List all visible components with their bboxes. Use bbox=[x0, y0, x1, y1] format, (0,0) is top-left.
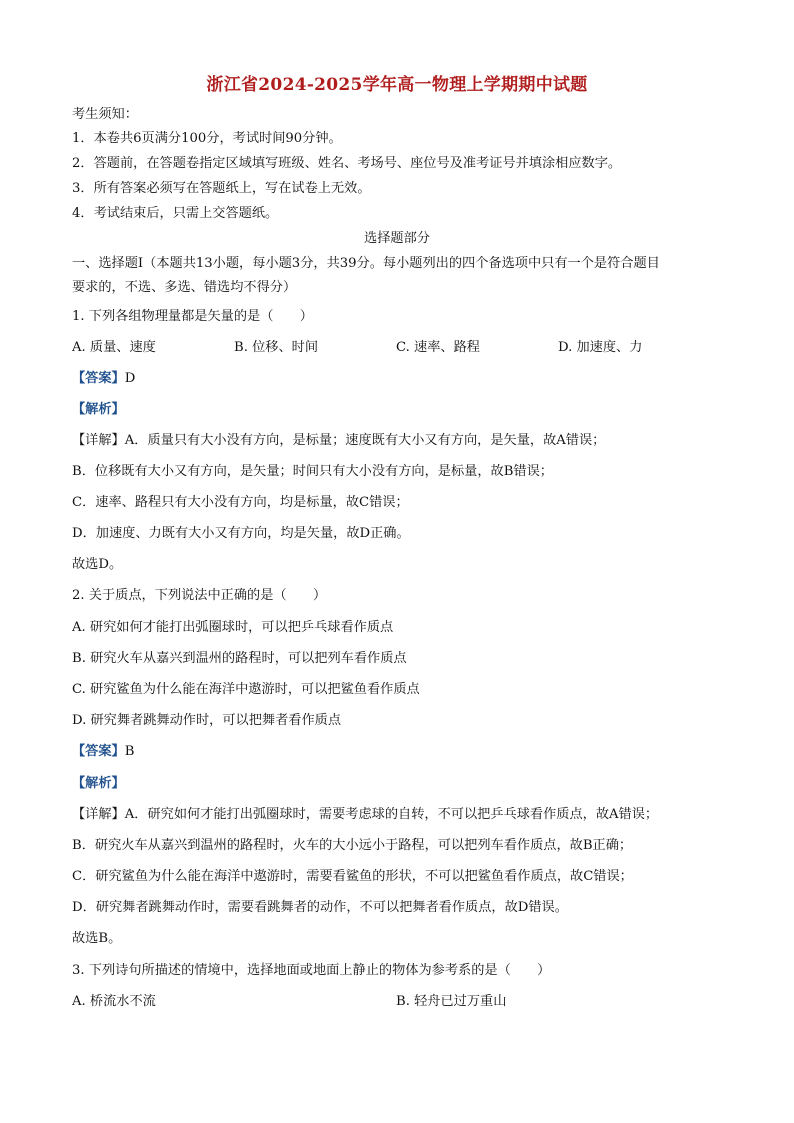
q2-stem: 2. 关于质点，下列说法中正确的是（ ） bbox=[72, 588, 327, 603]
q2-option-a: A. 研究如何才能打出弧圈球时，可以把乒乓球看作质点 bbox=[72, 620, 394, 635]
detail-label: 【详解】 bbox=[72, 807, 125, 822]
q2-detail-line: C．研究鲨鱼为什么能在海洋中遨游时，需要看鲨鱼的形状，不可以把鲨鱼看作质点，故C错误； bbox=[72, 869, 633, 884]
analysis-label: 【解析】 bbox=[72, 402, 125, 417]
q1-answer-value: D bbox=[124, 371, 136, 386]
q2-option-c: C. 研究鲨鱼为什么能在海洋中遨游时，可以把鲨鱼看作质点 bbox=[72, 682, 420, 697]
part1-instructions-line2: 要求的，不选、多选、错选均不得分） bbox=[72, 280, 297, 295]
notice-heading: 考生须知： bbox=[72, 107, 138, 122]
q1-answer bbox=[72, 370, 135, 388]
q2-option-d: D. 研究舞者跳舞动作时，可以把舞者看作质点 bbox=[72, 713, 342, 728]
notice-item: 2．答题前，在答题卷指定区域填写班级、姓名、考场号、座位号及准考证号并填涂相应数字。 bbox=[72, 156, 622, 171]
q3-option-b: B. 轻舟已过万重山 bbox=[396, 994, 507, 1009]
q1-analysis-label bbox=[72, 401, 125, 419]
q3-option-a: A. 桥流水不流 bbox=[72, 994, 156, 1009]
q2-conclusion: 故选B。 bbox=[72, 931, 122, 946]
q1-option-c: C. 速率、路程 bbox=[396, 340, 480, 355]
section-title: 选择题部分 bbox=[364, 231, 430, 246]
page-title: 浙江省2024-2025学年高一物理上学期期中试题 bbox=[206, 75, 588, 95]
q1-detail-line: D．加速度、力既有大小又有方向，均是矢量，故D正确。 bbox=[72, 526, 410, 541]
q1-detail-line: C．速率、路程只有大小没有方向，均是标量，故C错误； bbox=[72, 495, 409, 510]
part1-instructions-line1: 一、选择题Ⅰ（本题共13小题，每小题3分，共39分。每小题列出的四个备选项中只有一个是符合题目 bbox=[72, 256, 660, 271]
q1-option-b: B. 位移、时间 bbox=[234, 340, 319, 355]
answer-label: 【答案】 bbox=[72, 744, 125, 759]
q2-detail-text: A．研究如何才能打出弧圈球时，需要考虑球的自转，不可以把乒乓球看作质点，故A错误； bbox=[124, 807, 659, 822]
notice-item: 3．所有答案必须写在答题纸上，写在试卷上无效。 bbox=[72, 181, 371, 196]
q2-analysis-label bbox=[72, 775, 125, 793]
q2-option-b: B. 研究火车从嘉兴到温州的路程时，可以把列车看作质点 bbox=[72, 651, 407, 666]
q2-detail-line bbox=[72, 806, 658, 824]
q1-option-d: D. 加速度、力 bbox=[558, 340, 643, 355]
answer-label: 【答案】 bbox=[72, 371, 125, 386]
q2-detail-line: D．研究舞者跳舞动作时，需要看跳舞者的动作，不可以把舞者看作质点，故D错误。 bbox=[72, 900, 568, 915]
detail-label: 【详解】 bbox=[72, 433, 125, 448]
notice-item: 1．本卷共6页满分100分，考试时间90分钟。 bbox=[72, 131, 342, 146]
q2-answer-value: B bbox=[124, 744, 135, 759]
q2-answer bbox=[72, 743, 134, 761]
q3-stem: 3. 下列诗句所描述的情境中，选择地面或地面上静止的物体为参考系的是（ ） bbox=[72, 963, 551, 978]
q1-stem: 1. 下列各组物理量都是矢量的是（ ） bbox=[72, 309, 313, 324]
q1-conclusion: 故选D。 bbox=[72, 557, 123, 572]
q2-detail-line: B．研究火车从嘉兴到温州的路程时，火车的大小远小于路程，可以把列车看作质点，故B正确； bbox=[72, 838, 633, 853]
q1-detail-line: B．位移既有大小又有方向，是矢量；时间只有大小没有方向，是标量，故B错误； bbox=[72, 464, 553, 479]
analysis-label: 【解析】 bbox=[72, 776, 125, 791]
q1-detail-line bbox=[72, 432, 605, 450]
notice-item: 4．考试结束后，只需上交答题纸。 bbox=[72, 206, 279, 221]
q1-option-a: A. 质量、速度 bbox=[72, 340, 156, 355]
q1-detail-text: A．质量只有大小没有方向，是标量；速度既有大小又有方向，是矢量，故A错误； bbox=[124, 433, 606, 448]
